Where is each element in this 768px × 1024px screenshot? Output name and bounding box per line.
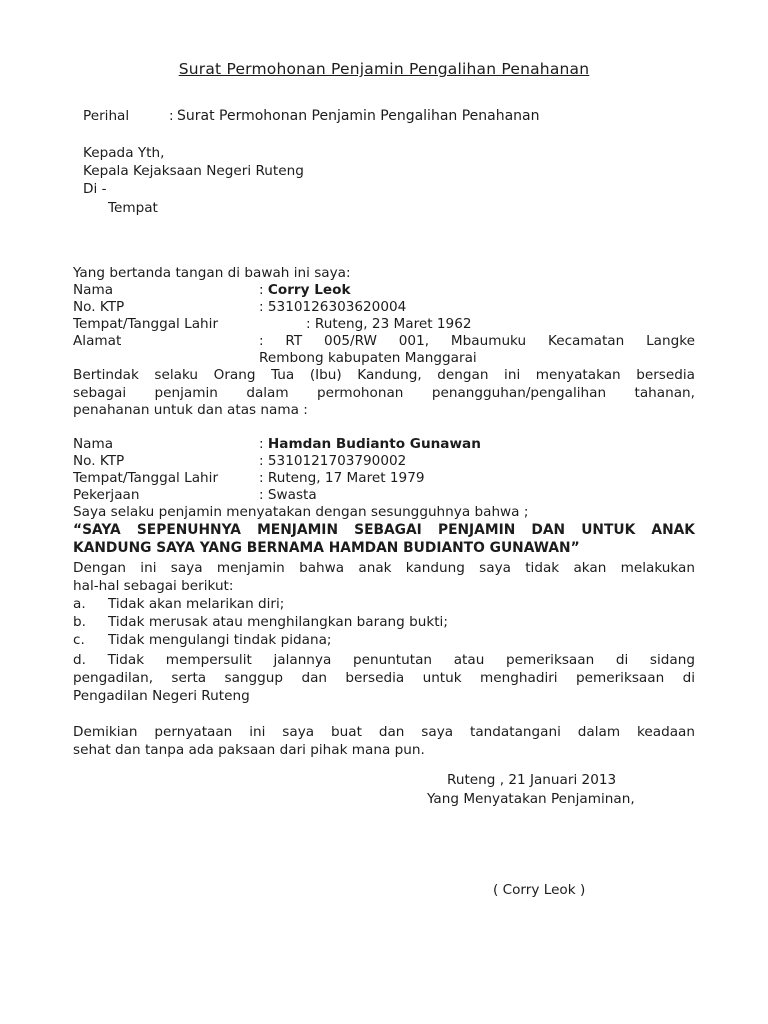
- detainee-job-value: : Swasta: [259, 487, 317, 503]
- detainee-ktp-value: : 5310121703790002: [259, 453, 407, 469]
- list-item: b. Tidak merusak atau menghilangkan barang bukti;: [73, 614, 448, 630]
- perihal-value: Surat Permohonan Penjamin Pengalihan Penahanan: [177, 108, 540, 124]
- detainee-name-value: : Hamdan Budianto Gunawan: [259, 436, 481, 452]
- item-d-line-2: pengadilan, serta sanggup dan bersedia untuk menghadiri pemeriksaan di: [73, 670, 695, 686]
- detainee-job-label: Pekerjaan: [73, 487, 140, 503]
- item-d-line-3: Pengadilan Negeri Ruteng: [73, 688, 250, 704]
- guarantor-address-line2: Rembong kabupaten Manggarai: [259, 350, 477, 366]
- guarantor-address-label: Alamat: [73, 333, 122, 349]
- recipient-di: Di -: [83, 181, 107, 197]
- guarantor-ktp-label: No. KTP: [73, 299, 125, 315]
- guarantor-address-line1: : RT 005/RW 001, Mbaumuku Kecamatan Langke: [259, 333, 695, 349]
- declaration-line-2: KANDUNG SAYA YANG BERNAMA HAMDAN BUDIANTO GUNAWAN”: [73, 540, 580, 556]
- perihal-separator: :: [169, 108, 174, 124]
- signature-role: Yang Menyatakan Penjaminan,: [427, 791, 635, 807]
- guarantor-ttl-label: Tempat/Tanggal Lahir: [73, 316, 219, 332]
- list-item: c. Tidak mengulangi tindak pidana;: [73, 632, 332, 648]
- signature-place-date: Ruteng , 21 Januari 2013: [447, 772, 617, 788]
- signature-name: ( Corry Leok ): [493, 882, 586, 898]
- intro-text: Yang bertanda tangan di bawah ini saya:: [73, 265, 351, 281]
- recipient-tempat: Tempat: [108, 200, 158, 216]
- detainee-ttl-value: : Ruteng, 17 Maret 1979: [259, 470, 425, 486]
- closing-line-1: Demikian pernyataan ini saya buat dan saya tandatangani dalam keadaan: [73, 724, 695, 740]
- statement-line-2: sebagai penjamin dalam permohonan penangguhan/pengalihan tahanan,: [73, 385, 695, 401]
- guarantee-intro-line-2: hal-hal sebagai berikut:: [73, 578, 234, 594]
- detainee-name-label: Nama: [73, 436, 114, 452]
- statement-line-3: penahanan untuk dan atas nama :: [73, 402, 308, 418]
- detainee-ktp-label: No. KTP: [73, 453, 125, 469]
- statement-line-1: Bertindak selaku Orang Tua (Ibu) Kandung, dengan ini menyatakan bersedia: [73, 367, 695, 383]
- list-item: a. Tidak akan melarikan diri;: [73, 596, 285, 612]
- guarantor-name-value: : Corry Leok: [259, 282, 351, 298]
- guarantor-ttl-value: : Ruteng, 23 Maret 1962: [306, 316, 472, 332]
- perihal-label: Perihal: [83, 108, 130, 124]
- detainee-ttl-label: Tempat/Tanggal Lahir: [73, 470, 219, 486]
- recipient-greeting: Kepada Yth,: [83, 145, 165, 161]
- recipient-office: Kepala Kejaksaan Negeri Ruteng: [83, 163, 304, 179]
- guarantor-name: Corry Leok: [267, 282, 351, 298]
- guarantor-name-label: Nama: [73, 282, 114, 298]
- guarantee-intro-line-1: Dengan ini saya menjamin bahwa anak kandung saya tidak akan melakukan: [73, 560, 695, 576]
- closing-line-2: sehat dan tanpa ada paksaan dari pihak mana pun.: [73, 742, 425, 758]
- document-title: Surat Permohonan Penjamin Pengalihan Penahanan: [178, 60, 590, 78]
- statement-2: Saya selaku penjamin menyatakan dengan sesungguhnya bahwa ;: [73, 504, 529, 520]
- guarantor-ktp-value: : 5310126303620004: [259, 299, 407, 315]
- detainee-name: Hamdan Budianto Gunawan: [267, 436, 481, 452]
- declaration-line-1: “SAYA SEPENUHNYA MENJAMIN SEBAGAI PENJAMIN DAN UNTUK ANAK: [73, 522, 695, 538]
- item-d-line-1: d. Tidak mempersulit jalannya penuntutan atau pemeriksaan di sidang: [73, 652, 695, 668]
